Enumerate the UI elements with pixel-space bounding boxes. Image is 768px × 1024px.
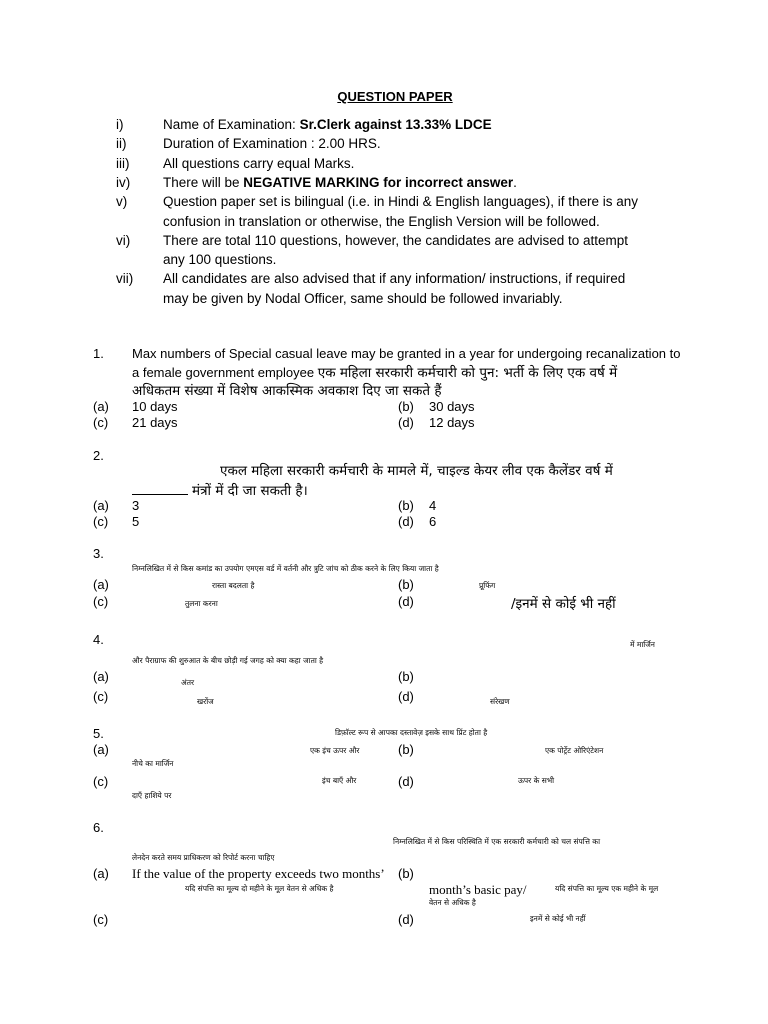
question-text-hi: एकल महिला सरकारी कर्मचारी के मामले में, चाइल्ड केयर लीव एक कैलेंडर वर्ष में	[220, 463, 613, 479]
option-d: संरेखण	[490, 697, 510, 706]
instruction-segment: may be given by Nodal Officer, same should be followed invariably.	[163, 290, 563, 306]
option-d-label: (d)	[398, 594, 414, 609]
question-number: 5.	[93, 726, 104, 741]
question-text-en: a female government employee	[132, 365, 315, 380]
question-number: 3.	[93, 546, 104, 561]
instruction-text	[163, 214, 600, 229]
option-c-label: (c)	[93, 594, 109, 609]
instruction-text	[163, 252, 276, 267]
option-a-label: (a)	[93, 399, 109, 414]
instruction-segment: All questions carry equal Marks.	[163, 155, 355, 171]
instruction-segment: confusion in translation or otherwise, the English Version will be followed.	[163, 213, 600, 229]
option-b-hi: यदि संपत्ति का मूल्य एक महीने के मूल	[555, 884, 659, 893]
option-a: रास्ता बदलता है	[212, 581, 255, 590]
instruction-text	[163, 233, 628, 248]
instruction-number: vii)	[116, 271, 134, 287]
option-a-label: (a)	[93, 577, 109, 592]
question-text-hi: निम्नलिखित में से किस कमांड का उपयोग एमएस वर्ड में वर्तनी और त्रुटि जांच को ठीक करने के लिए किया जाता है	[132, 564, 439, 573]
option-c: 21 days	[132, 415, 178, 430]
option-b-label: (b)	[398, 577, 414, 592]
question-text: Max numbers of Special casual leave may be granted in a year for undergoing recanalization to	[132, 346, 681, 361]
option-b: 4	[429, 498, 437, 513]
instruction-segment: any 100 questions.	[163, 252, 277, 268]
instruction-segment: There will be	[163, 174, 244, 190]
option-c-label: (c)	[93, 415, 109, 430]
option-a-label: (a)	[93, 498, 109, 513]
instruction-emphasis: Sr.Clerk against 13.33% LDCE	[299, 117, 492, 132]
option-d: इनमें से कोई भी नहीं	[530, 914, 586, 923]
option-c-label: (c)	[93, 912, 109, 927]
option-a-label: (a)	[93, 742, 109, 757]
question-text-hi: निम्नलिखित में से किस परिस्थिति में एक सरकारी कर्मचारी को चल संपत्ति का	[393, 837, 601, 846]
option-c: 5	[132, 514, 140, 529]
option-c-continued: दाएँ हाशिये पर	[132, 791, 172, 800]
instruction-emphasis: NEGATIVE MARKING for incorrect answer	[243, 174, 514, 190]
question-number: 2.	[93, 448, 104, 463]
question-number: 6.	[93, 820, 104, 835]
option-d: 12 days	[429, 415, 475, 430]
option-c: तुलना करना	[185, 599, 218, 608]
option-d-label: (d)	[398, 514, 414, 529]
instruction-number: ii)	[116, 136, 127, 152]
option-b: प्रूफिंग	[479, 581, 496, 590]
option-a-label: (a)	[93, 669, 109, 684]
option-d: ऊपर के सभी	[518, 776, 555, 785]
option-c-label: (c)	[93, 689, 109, 704]
question-text-hi: डिफ़ॉल्ट रूप से आपका दस्तावेज़ इसके साथ प्रिंट होता है	[335, 728, 488, 737]
option-b-label: (b)	[398, 742, 414, 757]
option-d: /इनमें से कोई भी नहीं	[511, 596, 616, 612]
option-d-label: (d)	[398, 912, 414, 927]
question-number: 4.	[93, 632, 104, 647]
option-d-label: (d)	[398, 415, 414, 430]
option-c: इंच बाएँ और	[322, 776, 357, 785]
question-text	[132, 481, 308, 499]
question-text-hi: लेनदेन करते समय प्राधिकरण को रिपोर्ट करना चाहिए	[132, 853, 275, 862]
option-b: 30 days	[429, 399, 475, 414]
instruction-segment: Duration of Examination : 2.00 HRS.	[163, 136, 381, 152]
option-c-label: (c)	[93, 774, 109, 789]
question-text-hi: एक महिला सरकारी कर्मचारी को पुन: भर्ती के लिए एक वर्ष में	[317, 365, 618, 381]
option-a-label: (a)	[93, 866, 109, 881]
option-b: एक पोर्ट्रेट ओरिएंटेशन	[545, 746, 604, 755]
question-text-hi: मंत्रों में दी जा सकती है।	[192, 483, 308, 499]
option-b-en: month’s basic pay/	[429, 882, 527, 897]
instruction-number: vi)	[116, 232, 131, 248]
instruction-text	[163, 175, 517, 190]
instruction-text	[163, 117, 492, 132]
instruction-segment: Name of Examination:	[163, 117, 300, 132]
option-a: एक इंच ऊपर और	[310, 746, 360, 755]
option-d: 6	[429, 514, 437, 529]
option-b-label: (b)	[398, 399, 414, 414]
instruction-number: i)	[116, 117, 124, 132]
question-number: 1.	[93, 346, 104, 361]
instruction-segment: There are total 110 questions, however, the candidates are advised to attempt	[163, 232, 629, 248]
instruction-number: iii)	[116, 155, 130, 171]
instruction-text	[163, 136, 381, 151]
option-a: 3	[132, 498, 140, 513]
instruction-number: iv)	[116, 174, 131, 190]
option-a-en: If the value of the property exceeds two months’	[132, 866, 385, 881]
option-b-label: (b)	[398, 669, 414, 684]
option-b-hi-continued: वेतन से अधिक है	[429, 898, 476, 907]
instruction-text	[163, 271, 625, 286]
instruction-segment: All candidates are also advised that if any information/ instructions, if required	[163, 271, 626, 287]
option-a-hi: यदि संपत्ति का मूल्य दो महीने के मूल वेतन से अधिक है	[185, 884, 334, 893]
option-a-continued: नीचे का मार्जिन	[132, 759, 174, 768]
question-text-hi: और पैराग्राफ की शुरुआत के बीच छोड़ी गई जगह को क्या कहा जाता है	[132, 656, 324, 665]
instruction-text	[163, 156, 354, 171]
page-title: QUESTION PAPER	[337, 89, 453, 104]
option-c-label: (c)	[93, 514, 109, 529]
question-text	[132, 363, 617, 381]
instruction-segment: .	[513, 174, 517, 190]
option-a: अंतर	[181, 678, 195, 687]
question-text-hi: अधिकतम संख्या में विशेष आकस्मिक अवकाश दिए जा सकते हैं	[132, 383, 442, 399]
option-d-label: (d)	[398, 689, 414, 704]
option-c: खरोंज	[197, 697, 214, 706]
option-b-label: (b)	[398, 498, 414, 513]
instruction-segment: Question paper set is bilingual (i.e. in Hindi & English languages), if there is any	[163, 194, 639, 210]
instruction-text	[163, 194, 638, 209]
option-a: 10 days	[132, 399, 178, 414]
option-b-label: (b)	[398, 866, 414, 881]
instruction-text	[163, 291, 562, 306]
instruction-number: v)	[116, 194, 128, 210]
option-d-label: (d)	[398, 774, 414, 789]
answer-blank	[132, 484, 188, 495]
question-text-hi: में मार्जिन	[630, 640, 655, 649]
